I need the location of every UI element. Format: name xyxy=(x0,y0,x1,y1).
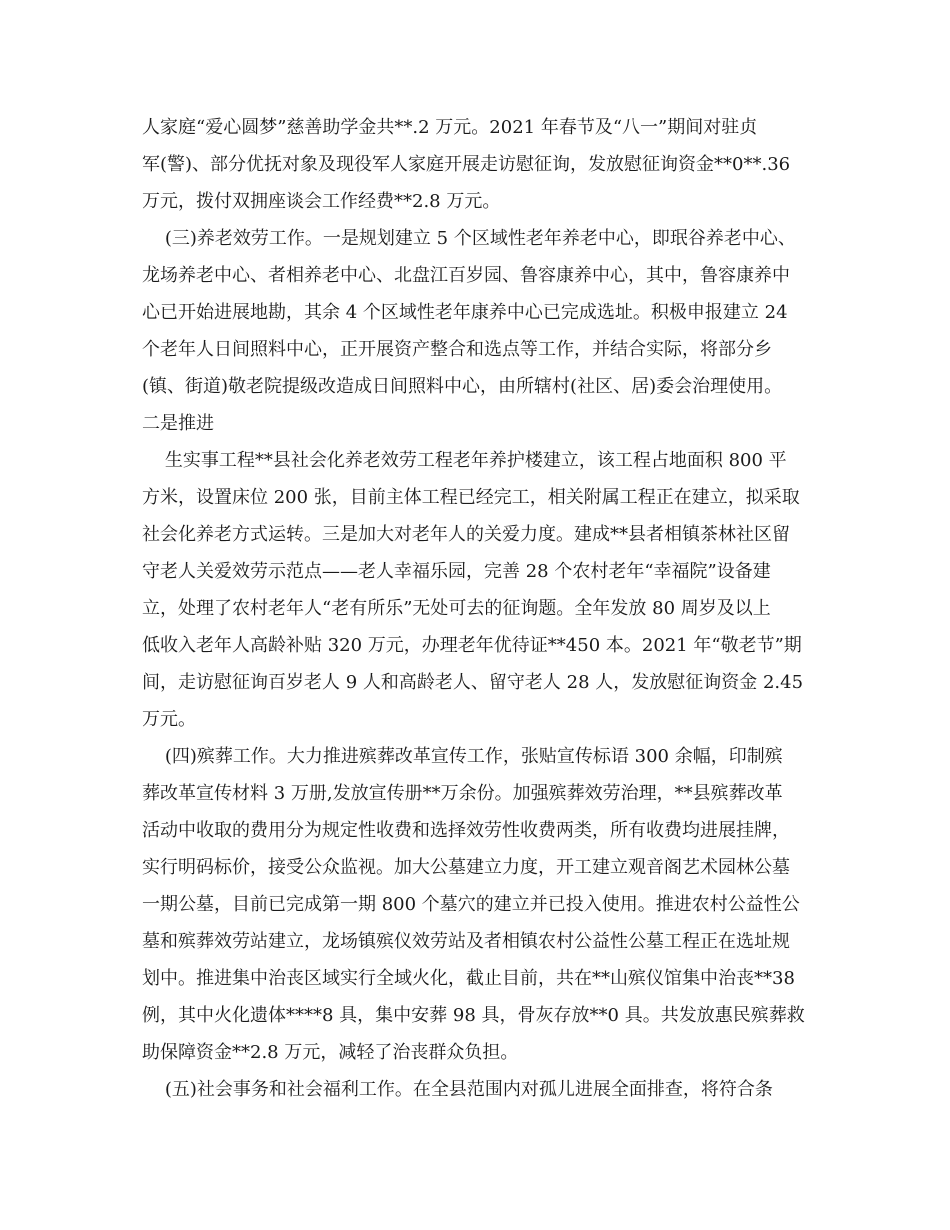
text-line: 间，走访慰征询百岁老人 9 人和高龄老人、留守老人 28 人，发放慰征询资金 2.45 xyxy=(142,672,804,693)
text-line: 例，其中火化遗体****8 具，集中安葬 98 具，骨灰存放**0 具。共发放惠民殡葬救 xyxy=(142,1005,805,1026)
text-line: 划中。推进集中治丧区域实行全域火化，截止目前，共在**山殡仪馆集中治丧**38 xyxy=(142,968,795,989)
text-line: 军(警)、部分优抚对象及现役军人家庭开展走访慰征询，发放慰征询资金**0**.36 xyxy=(142,154,791,175)
paragraph-heading-line: (三)养老效劳工作。一是规划建立 5 个区域性老年养老中心，即珉谷养老中心、 xyxy=(142,228,796,249)
text-line: 守老人关爱效劳示范点——老人幸福乐园，完善 28 个农村老年“幸福院”设备建 xyxy=(142,561,771,582)
text-line: 实行明码标价，接受公众监视。加大公墓建立力度，开工建立观音阁艺术园林公墓 xyxy=(142,857,790,878)
text-line: 心已开始进展地勘，其余 4 个区域性老年康养中心已完成选址。积极申报建立 24 xyxy=(142,302,788,323)
text-line: 万元。 xyxy=(142,709,196,730)
text-line: 助保障资金**2.8 万元，减轻了治丧群众负担。 xyxy=(142,1042,519,1063)
text-line: 葬改革宣传材料 3 万册,发放宣传册**万余份。加强殡葬效劳治理，**县殡葬改革 xyxy=(142,783,783,804)
text-line: 方米，设置床位 200 张，目前主体工程已经完工，相关附属工程正在建立，拟采取 xyxy=(142,487,800,508)
text-line: 生实事工程**县社会化养老效劳工程老年养护楼建立，该工程占地面积 800 平 xyxy=(142,450,787,471)
text-line: (镇、街道)敬老院提级改造成日间照料中心，由所辖村(社区、居)委会治理使用。 xyxy=(142,376,783,397)
text-line: 社会化养老方式运转。三是加大对老年人的关爱力度。建成**县者相镇茶林社区留 xyxy=(142,524,790,545)
text-line: 龙场养老中心、者相养老中心、北盘江百岁园、鲁容康养中心，其中，鲁容康养中 xyxy=(142,265,790,286)
text-line: 墓和殡葬效劳站建立，龙场镇殡仪效劳站及者相镇农村公益性公墓工程正在选址规 xyxy=(142,931,790,952)
text-line: 个老年人日间照料中心，正开展资产整合和选点等工作，并结合实际，将部分乡 xyxy=(142,339,772,360)
text-line: 一期公墓，目前已完成第一期 800 个墓穴的建立并已投入使用。推进农村公益性公 xyxy=(142,894,800,915)
text-line: 活动中收取的费用分为规定性收费和选择效劳性收费两类，所有收费均进展挂牌， xyxy=(142,820,790,841)
text-line: 万元，拨付双拥座谈会工作经费**2.8 万元。 xyxy=(142,191,501,212)
paragraph-heading-line: (五)社会事务和社会福利工作。在全县范围内对孤儿进展全面排查，将符合条 xyxy=(142,1079,773,1100)
text-line: 立，处理了农村老年人“老有所乐”无处可去的征询题。全年发放 80 周岁及以上 xyxy=(142,598,771,619)
text-line: 低收入老年人高龄补贴 320 万元，办理老年优待证**450 本。2021 年“敬老节”期 xyxy=(142,635,802,656)
text-line: 二是推进 xyxy=(142,413,214,434)
text-line: 人家庭“爱心圆梦”慈善助学金共**.2 万元。2021 年春节及“八一”期间对驻贞 xyxy=(142,117,758,138)
paragraph-heading-line: (四)殡葬工作。大力推进殡葬改革宣传工作，张贴宣传标语 300 余幅，印制殡 xyxy=(142,746,783,767)
